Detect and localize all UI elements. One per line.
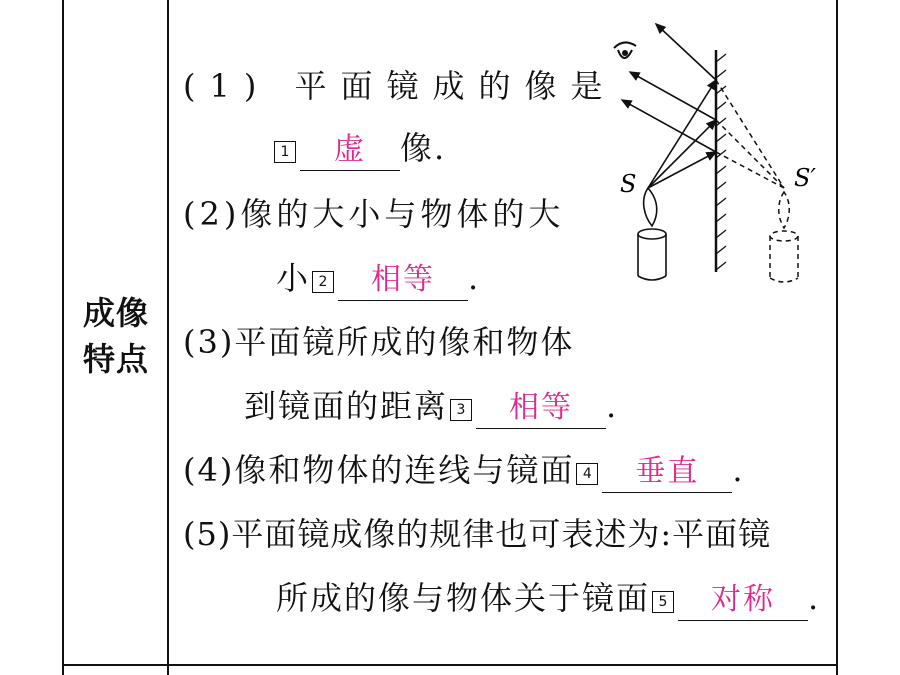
virtual-candle-image [770, 192, 798, 282]
table-left-border [62, 0, 64, 675]
row-label-line1: 成像 [82, 294, 149, 332]
virtual-rays [716, 80, 784, 188]
blank-number: 4 [576, 463, 598, 485]
answer-blank-4: 垂直 [602, 452, 732, 493]
item-3-line1: (3)平面镜所成的像和物体 [183, 323, 575, 361]
candle-object [638, 188, 666, 280]
blank-number: 2 [312, 271, 334, 293]
item-1-line1: (1) 平面镜成的像是 [183, 67, 617, 105]
table-right-border [836, 0, 838, 675]
object-label-s: S [620, 170, 637, 198]
item-5-line2: 所成的像与物体关于镜面 5 对称 . [276, 578, 820, 621]
item-2-line1: (2)像的大小与物体的大 [183, 195, 565, 233]
item-3-line2: 到镜面的距离 3 相等 . [244, 386, 618, 429]
reflected-rays [622, 24, 716, 152]
item-1-line2: 1 虚 像. [272, 128, 446, 171]
answer-blank-2: 相等 [338, 260, 468, 301]
item-4-line1: (4)像和物体的连线与镜面 4 垂直 . [183, 450, 745, 493]
plane-mirror-figure [600, 20, 830, 290]
blank-number: 3 [450, 399, 472, 421]
column-divider [167, 0, 169, 675]
answer-blank-5: 对称 [678, 580, 808, 621]
blank-number: 1 [274, 141, 296, 163]
row-label [68, 290, 164, 382]
row-label-line2: 特点 [82, 340, 149, 378]
table-bottom-border [62, 664, 838, 666]
answer-blank-1: 虚 [300, 130, 400, 171]
image-label-s-prime: S′ [794, 164, 816, 192]
eye-icon [614, 42, 636, 58]
item-5-line1: (5)平面镜成像的规律也可表述为:平面镜 [183, 515, 772, 553]
blank-number: 5 [652, 591, 674, 613]
answer-blank-3: 相等 [476, 388, 606, 429]
mirror-hatching [716, 54, 726, 270]
item-2-line2: 小 2 相等 . [276, 258, 480, 301]
